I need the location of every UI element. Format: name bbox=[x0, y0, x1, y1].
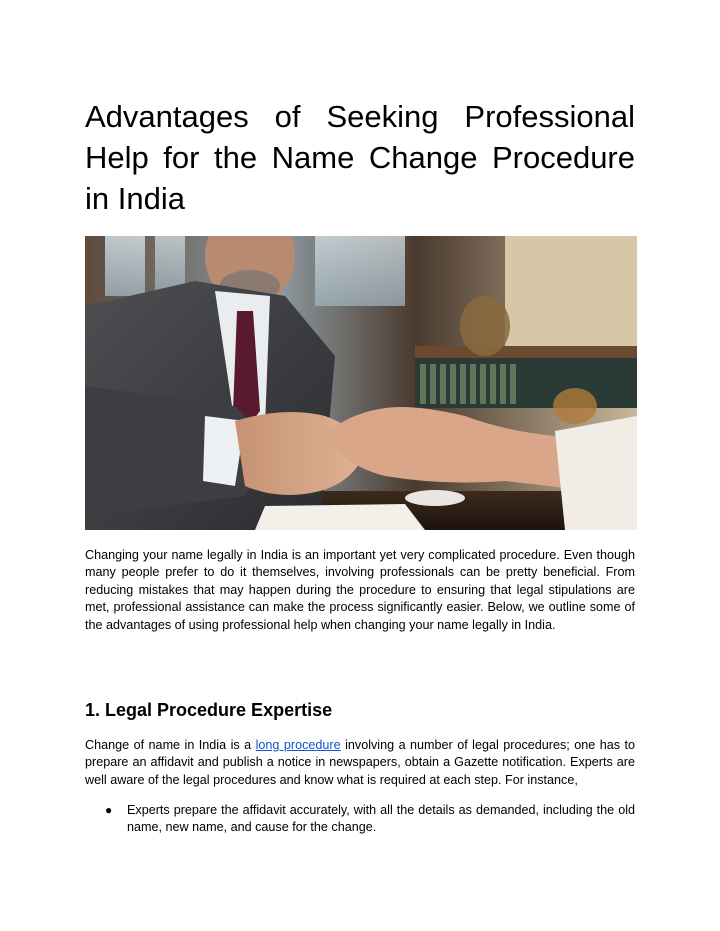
section1-text-before-link: Change of name in India is a bbox=[85, 738, 256, 752]
page-title: Advantages of Seeking Professional Help for the Name Change Procedure in India bbox=[85, 99, 635, 216]
long-procedure-link[interactable]: long procedure bbox=[255, 738, 341, 752]
bullet-icon: ● bbox=[105, 803, 113, 817]
list-item bbox=[85, 802, 635, 837]
section-heading-legal-procedure: 1. Legal Procedure Expertise bbox=[85, 700, 333, 720]
handshake-photo bbox=[85, 236, 637, 530]
section1-bullet-list bbox=[85, 802, 635, 837]
section1-paragraph bbox=[85, 737, 635, 789]
intro-paragraph: Changing your name legally in India is an important yet very complicated procedure. Even though many people prefer to do it themselves, involving professionals can be pretty beneficial. From reducing mistakes that may happen during the procedure to ensuring that legal stipulations are met, professional assistance can make the process significantly easier. Below, we outline some of the advantages of using professional help when changing your name legally in India. bbox=[85, 548, 635, 632]
section1-text-after-link: involving a number of legal procedures; one has to prepare an affidavit and publish a notice in newspapers, obtain a Gazette notification. Experts are well aware of the legal procedures and know what is required at each step. For instance, bbox=[85, 738, 635, 787]
bullet-text: Experts prepare the affidavit accurately, with all the details as demanded, including the old name, new name, and cause for the change. bbox=[127, 803, 635, 835]
